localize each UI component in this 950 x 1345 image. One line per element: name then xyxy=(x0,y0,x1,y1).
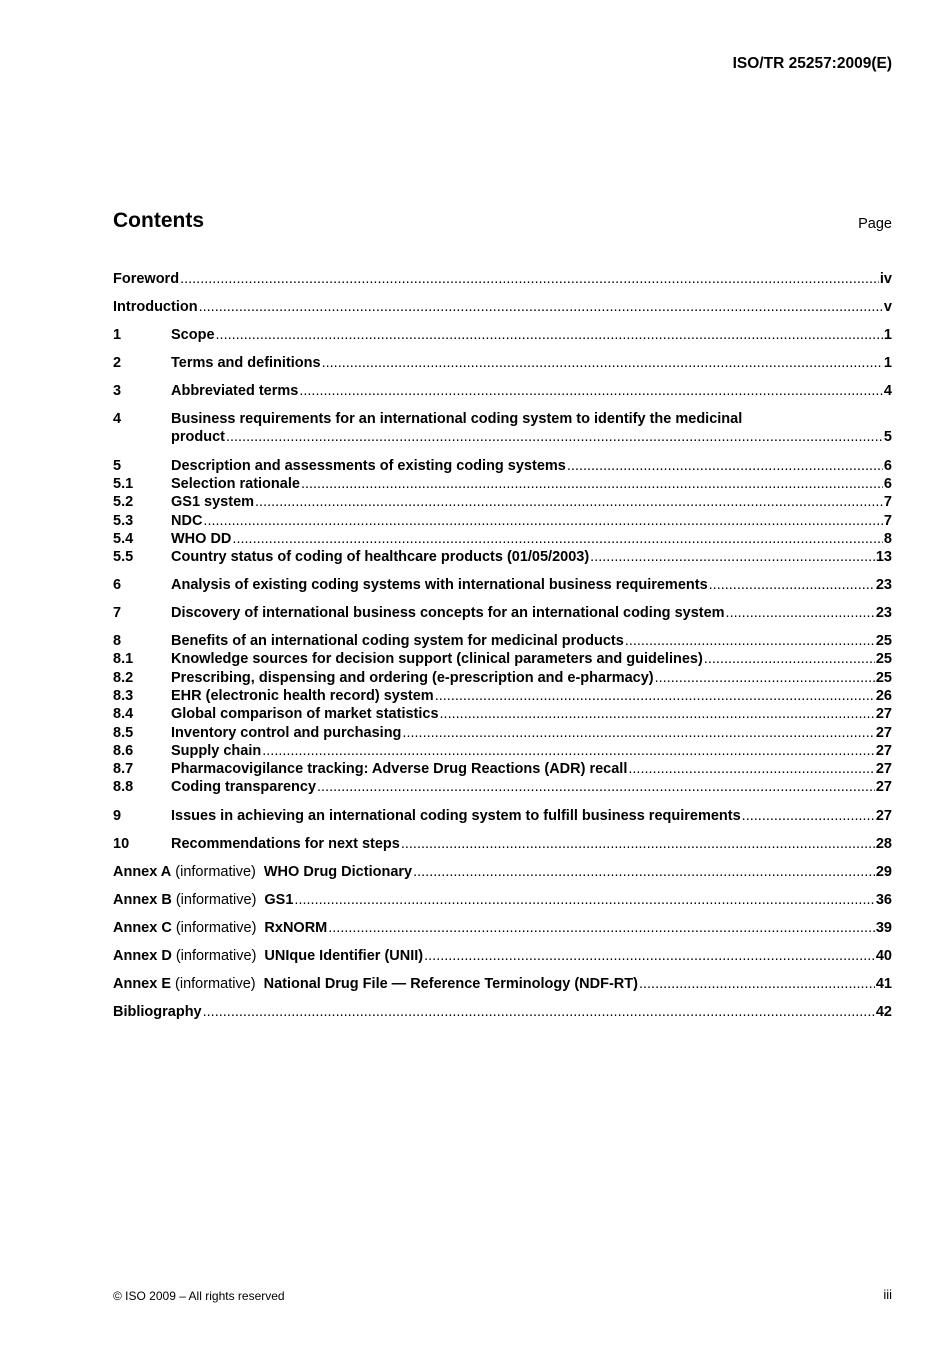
toc-page: 27 xyxy=(875,808,892,824)
toc-page: v xyxy=(883,299,892,315)
toc-title: Coding transparency xyxy=(171,779,317,795)
toc-page: 27 xyxy=(875,725,892,741)
footer-copyright: © ISO 2009 – All rights reserved xyxy=(113,1289,285,1303)
toc-entry-introduction[interactable] xyxy=(113,298,892,316)
page-column-label: Page xyxy=(858,216,892,232)
annex-label: Annex C xyxy=(113,920,172,936)
toc-page: 36 xyxy=(875,892,892,908)
toc-entry-5-5[interactable] xyxy=(113,548,892,566)
toc-page: 27 xyxy=(875,743,892,759)
toc-title: Scope xyxy=(171,327,215,343)
toc-page: 5 xyxy=(883,429,892,445)
toc-title: Terms and definitions xyxy=(171,355,321,371)
toc-title: Discovery of international business concepts for an international coding system xyxy=(171,605,725,621)
toc-leader xyxy=(628,760,874,778)
toc-page: 27 xyxy=(875,761,892,777)
annex-informative: (informative) xyxy=(175,920,257,936)
toc-page: 23 xyxy=(875,605,892,621)
toc-entry-10[interactable] xyxy=(113,835,892,853)
toc-entry-5-3[interactable] xyxy=(113,512,892,530)
toc-entry-6[interactable] xyxy=(113,576,892,594)
toc-entry-5[interactable] xyxy=(113,457,892,475)
toc-leader xyxy=(726,604,875,622)
toc-number: 5.3 xyxy=(113,513,134,529)
toc-title: EHR (electronic health record) system xyxy=(171,688,434,704)
toc-page: 41 xyxy=(875,976,892,992)
toc-title: RxNORM xyxy=(264,920,328,936)
toc-number: 9 xyxy=(113,808,122,824)
toc-entry-5-4[interactable] xyxy=(113,530,892,548)
toc-entry-annex-d[interactable] xyxy=(113,947,892,965)
toc-entry-annex-e[interactable] xyxy=(113,975,892,993)
toc-leader xyxy=(435,687,875,705)
toc-leader xyxy=(590,548,875,566)
toc-title: GS1 xyxy=(264,892,294,908)
toc-page: 29 xyxy=(875,864,892,880)
toc-number: 8.8 xyxy=(113,779,134,795)
toc-page: 27 xyxy=(875,706,892,722)
toc-page: 26 xyxy=(875,688,892,704)
toc-leader xyxy=(203,1003,875,1021)
toc-number: 2 xyxy=(113,355,122,371)
toc-entry-8[interactable] xyxy=(113,632,892,650)
toc-title: Introduction xyxy=(113,299,198,315)
toc-page: 13 xyxy=(875,549,892,565)
footer-page-number: iii xyxy=(883,1287,892,1302)
toc-page: 6 xyxy=(883,476,892,492)
toc-title: Analysis of existing coding systems with international business requirements xyxy=(171,577,708,593)
toc-page: 6 xyxy=(883,458,892,474)
toc-title: National Drug File — Reference Terminology (NDF-RT) xyxy=(263,976,638,992)
toc-title: Issues in achieving an international coding system to fulfill business requirements xyxy=(171,808,741,824)
toc-title: Abbreviated terms xyxy=(171,383,299,399)
toc-leader xyxy=(402,724,874,742)
toc-title: Pharmacovigilance tracking: Adverse Drug Reactions (ADR) recall xyxy=(171,761,628,777)
toc-title: Description and assessments of existing coding systems xyxy=(171,458,566,474)
toc-leader xyxy=(328,919,875,937)
toc-leader xyxy=(567,457,883,475)
toc-leader xyxy=(655,669,875,687)
toc-leader xyxy=(742,807,875,825)
toc-entry-foreword[interactable] xyxy=(113,270,892,288)
toc-page: 1 xyxy=(883,327,892,343)
toc-leader xyxy=(424,947,875,965)
toc-page: 42 xyxy=(875,1004,892,1020)
annex-informative: (informative) xyxy=(175,864,256,880)
toc-entry-9[interactable] xyxy=(113,807,892,825)
toc-number: 6 xyxy=(113,577,122,593)
toc-entry-8-5[interactable] xyxy=(113,724,892,742)
toc-leader xyxy=(401,835,875,853)
toc-number: 8.2 xyxy=(113,670,134,686)
toc-number: 8.7 xyxy=(113,761,134,777)
toc-page: 25 xyxy=(875,670,892,686)
contents-title: Contents xyxy=(113,209,204,232)
annex-label: Annex E xyxy=(113,976,172,992)
toc-number: 8.6 xyxy=(113,743,134,759)
toc-title: GS1 system xyxy=(171,494,255,510)
toc-entry-8-4[interactable] xyxy=(113,705,892,723)
toc-entry-5-1[interactable] xyxy=(113,475,892,493)
toc-page: 28 xyxy=(875,836,892,852)
toc-number: 5.4 xyxy=(113,531,134,547)
toc-title: Country status of coding of healthcare products (01/05/2003) xyxy=(171,549,590,565)
toc-leader xyxy=(413,863,875,881)
toc-title: WHO DD xyxy=(171,531,232,547)
toc-number: 5 xyxy=(113,458,122,474)
toc-title: Supply chain xyxy=(171,743,262,759)
toc-leader xyxy=(232,530,883,548)
toc-title: Bibliography xyxy=(113,1004,202,1020)
toc-page: 7 xyxy=(883,494,892,510)
toc-entry-8-1[interactable] xyxy=(113,650,892,668)
toc-title: UNIque Identifier (UNII) xyxy=(264,948,424,964)
annex-label: Annex D xyxy=(113,948,172,964)
toc-number: 8 xyxy=(113,633,122,649)
toc-leader xyxy=(322,354,883,372)
toc-page: 4 xyxy=(883,383,892,399)
toc-leader xyxy=(625,632,875,650)
toc-entry-8-8[interactable] xyxy=(113,778,892,796)
toc-entry-annex-c[interactable] xyxy=(113,919,892,937)
toc-entry-annex-b[interactable] xyxy=(113,891,892,909)
toc-leader xyxy=(301,475,883,493)
toc-page: 27 xyxy=(875,779,892,795)
toc-leader xyxy=(255,493,883,511)
toc-title: Recommendations for next steps xyxy=(171,836,400,852)
toc-entry-8-2[interactable] xyxy=(113,669,892,687)
toc-page: 25 xyxy=(875,651,892,667)
toc-entry-2[interactable] xyxy=(113,354,892,372)
toc-entry-bibliography[interactable] xyxy=(113,1003,892,1021)
annex-label: Annex A xyxy=(113,864,172,880)
toc-leader xyxy=(709,576,875,594)
toc-leader xyxy=(294,891,874,909)
toc-title: Global comparison of market statistics xyxy=(171,706,439,722)
toc-number: 4 xyxy=(113,411,122,427)
toc-title: NDC xyxy=(171,513,203,529)
toc-number: 5.1 xyxy=(113,476,134,492)
toc-number: 3 xyxy=(113,383,122,399)
toc-page: iv xyxy=(879,271,892,287)
toc-page: 8 xyxy=(883,531,892,547)
toc-entry-7[interactable] xyxy=(113,604,892,622)
toc-entry-4[interactable] xyxy=(113,410,892,446)
toc-title: Selection rationale xyxy=(171,476,300,492)
toc-entry-8-6[interactable] xyxy=(113,742,892,760)
annex-informative: (informative) xyxy=(175,948,257,964)
toc-title: Prescribing, dispensing and ordering (e-prescription and e-pharmacy) xyxy=(171,670,654,686)
toc-number: 8.3 xyxy=(113,688,134,704)
annex-informative: (informative) xyxy=(175,976,256,992)
toc-leader xyxy=(317,778,875,796)
toc-leader xyxy=(226,428,883,446)
toc-page: 7 xyxy=(883,513,892,529)
toc-page: 39 xyxy=(875,920,892,936)
annex-informative: (informative) xyxy=(175,892,257,908)
toc-entry-8-7[interactable] xyxy=(113,760,892,778)
toc-title-line2: product xyxy=(171,429,225,445)
toc-leader xyxy=(216,326,883,344)
toc-title: Benefits of an international coding system for medicinal products xyxy=(171,633,624,649)
toc-page: 40 xyxy=(875,948,892,964)
toc-leader xyxy=(262,742,875,760)
toc-title: Inventory control and purchasing xyxy=(171,725,402,741)
toc-number: 1 xyxy=(113,327,122,343)
toc-page: 1 xyxy=(883,355,892,371)
toc-number: 8.4 xyxy=(113,706,134,722)
toc-leader xyxy=(203,512,883,530)
toc-page: 25 xyxy=(875,633,892,649)
toc-title: WHO Drug Dictionary xyxy=(263,864,413,880)
toc-number: 5.5 xyxy=(113,549,134,565)
toc-title: Foreword xyxy=(113,271,180,287)
toc-number: 8.5 xyxy=(113,725,134,741)
toc-leader xyxy=(639,975,875,993)
toc-entry-annex-a[interactable] xyxy=(113,863,892,881)
toc-title: Knowledge sources for decision support (clinical parameters and guidelines) xyxy=(171,651,703,667)
toc-number: 5.2 xyxy=(113,494,134,510)
toc-number: 8.1 xyxy=(113,651,134,667)
document-id: ISO/TR 25257:2009(E) xyxy=(732,55,892,72)
toc-number: 10 xyxy=(113,836,130,852)
toc-leader xyxy=(180,270,879,288)
toc-leader xyxy=(704,650,875,668)
toc-entry-1[interactable] xyxy=(113,326,892,344)
toc-number: 7 xyxy=(113,605,122,621)
toc-entry-5-2[interactable] xyxy=(113,493,892,511)
toc-leader xyxy=(199,298,883,316)
toc-title-line1: Business requirements for an international coding system to identify the medicinal xyxy=(171,411,743,427)
annex-label: Annex B xyxy=(113,892,172,908)
toc-leader xyxy=(299,382,883,400)
toc-entry-3[interactable] xyxy=(113,382,892,400)
toc-leader xyxy=(440,705,875,723)
toc-page: 23 xyxy=(875,577,892,593)
toc-entry-8-3[interactable] xyxy=(113,687,892,705)
